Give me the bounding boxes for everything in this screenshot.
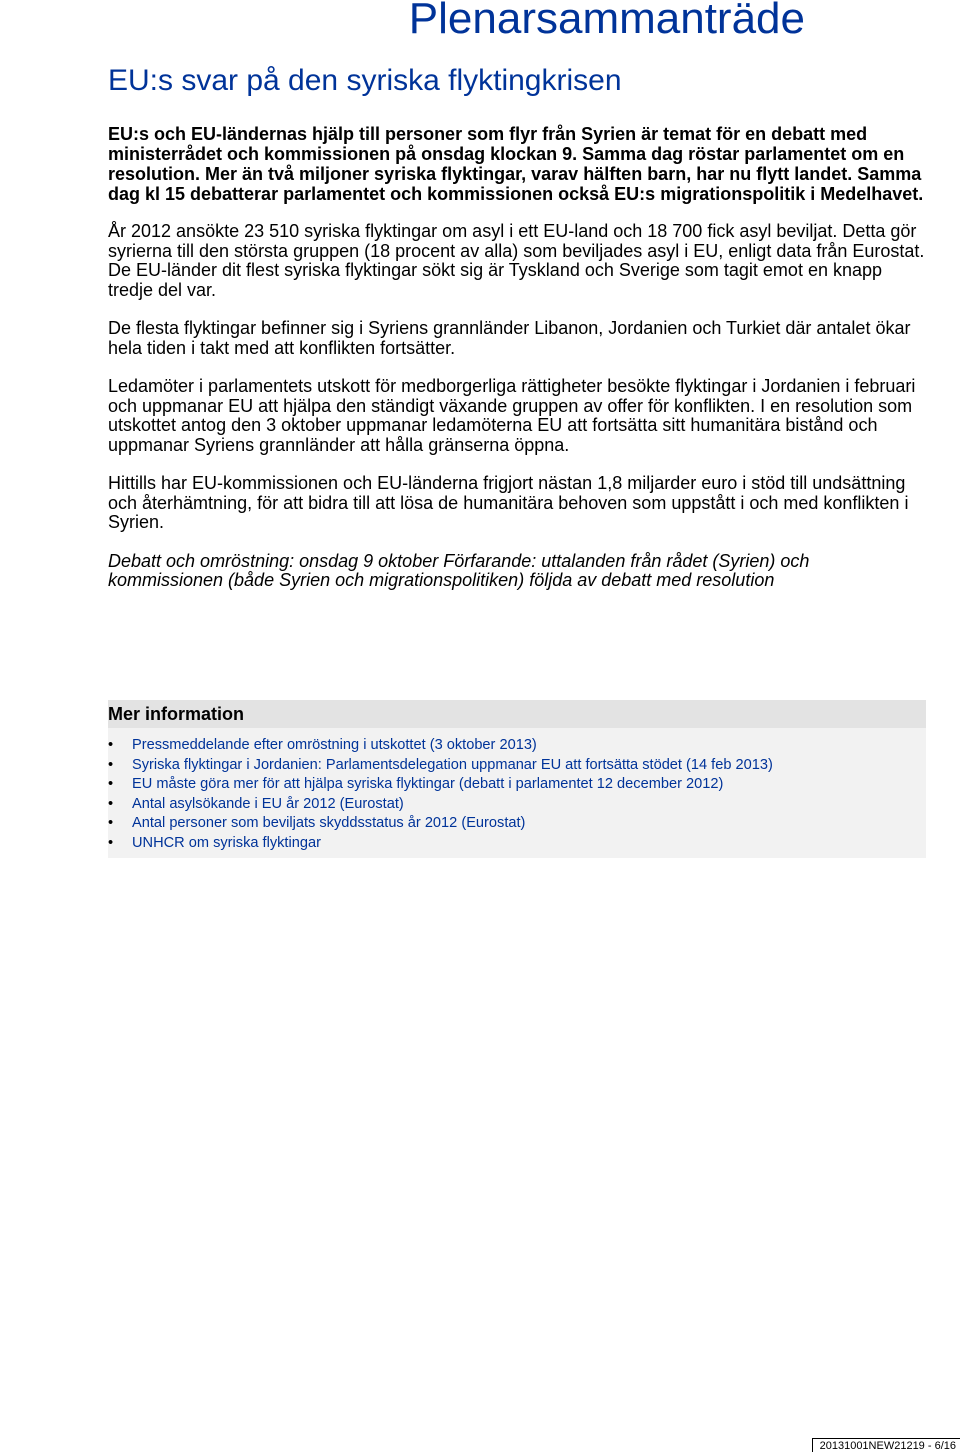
bullet-icon: • [108,776,114,792]
link-eurostat-asylum-seekers[interactable]: Antal asylsökande i EU år 2012 (Eurostat) [132,795,404,812]
procedure-note: Debatt och omröstning: onsdag 9 oktober Förfarande: uttalanden från rådet (Syrien) och kommissionen (både Syrien och migrationspolitiken) följda av debatt med resolution [108,550,810,590]
paragraph-asylum-statistics: År 2012 ansökte 23 510 syriska flyktingar om asyl i ett EU-land och 18 700 fick asyl beviljat. Detta gör syrierna till den största gruppen (18 procent av alla) som beviljades asyl i EU, enligt data från Eurostat. De EU-länder dit flest syriska flyktingar sökt sig är Tyskland och Sverige som tagit emot en knapp tredje del var. [108,221,925,300]
paragraph-funding: Hittills har EU-kommissionen och EU-länderna frigjort nästan 1,8 miljarder euro i stöd till undsättning och återhämtning, för att bidra till att lösa de humanitära behoven som uppstått i och med konflikten i Syrien. [108,473,909,532]
paragraph-committee-visit: Ledamöter i parlamentets utskott för medborgerliga rättigheter besökte flyktingar i Jordanien i februari och uppmanar EU att hjälpa den ständigt växande gruppen av offer för konflikten. I en resolution som utskottet antog den 3 oktober uppmanar ledamöterna EU att fortsätta sitt humanitära bistånd och uppmanar Syriens grannländer att hålla gränserna öppna. [108,376,916,455]
article-body [108,124,926,610]
article-lead: EU:s och EU-ländernas hjälp till personer som flyr från Syrien är temat för en debatt med ministerrådet och kommissionen på onsdag klockan 9. Samma dag röstar parlamentet om en resolution. Mer än två miljoner syriska flyktingar, varav hälften barn, har nu flytt landet. Samma dag kl 15 debatterar parlamentet och kommissionen också EU:s migrationspolitik i Medelhavet. [108,124,924,204]
bullet-icon: • [108,737,114,753]
link-eurostat-protection-status[interactable]: Antal personer som beviljats skyddsstatus år 2012 (Eurostat) [132,815,526,831]
list-item [108,795,926,815]
bullet-icon: • [108,756,114,773]
bullet-icon: • [108,795,114,812]
list-item [108,736,926,756]
list-item [108,834,926,854]
bullet-icon: • [108,815,114,831]
page-header-title: Plenarsammanträde [408,0,805,43]
article-title: EU:s svar på den syriska flyktingkrisen [108,64,622,97]
page-footer-reference: 20131001NEW21219 - 6/16 [812,1438,960,1452]
link-plenary-debate-2012[interactable]: EU måste göra mer för att hjälpa syriska flyktingar (debatt i parlamentet 12 december 2012) [132,776,724,792]
list-item [108,775,926,795]
link-jordan-delegation[interactable]: Syriska flyktingar i Jordanien: Parlamentsdelegation uppmanar EU att fortsätta stödet (14 feb 2013) [132,756,773,773]
list-item [108,756,926,776]
bullet-icon: • [108,834,114,851]
more-information-box [108,700,926,858]
link-press-release-committee-vote[interactable]: Pressmeddelande efter omröstning i utskottet (3 oktober 2013) [132,737,537,753]
list-item [108,814,926,834]
more-information-title: Mer information [108,700,926,728]
link-unhcr-syrian-refugees[interactable]: UNHCR om syriska flyktingar [132,834,321,851]
paragraph-neighbouring-countries: De flesta flyktingar befinner sig i Syriens grannländer Libanon, Jordanien och Turkiet där antalet ökar hela tiden i takt med att konflikten fortsätter. [108,318,911,358]
more-information-links [108,736,926,853]
